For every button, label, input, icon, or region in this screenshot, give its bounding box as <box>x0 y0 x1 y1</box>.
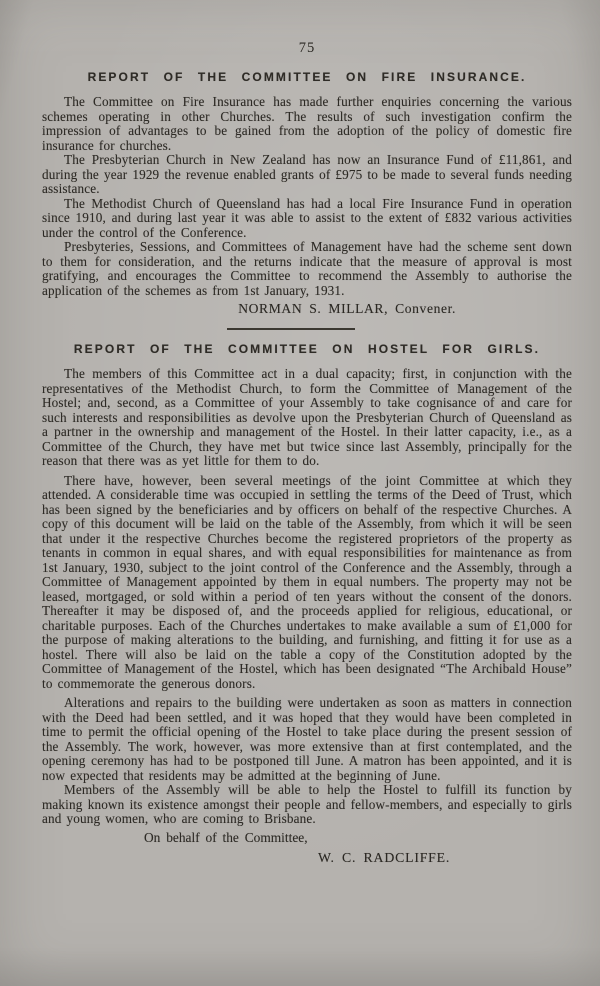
paragraph: The Presbyterian Church in New Zealand has now an Insurance Fund of £11,861, and during the year 1929 the revenue enabled grants of £975 to be made to several funds needing assistance. <box>42 152 572 196</box>
fire-insurance-report-heading: REPORT OF THE COMMITTEE ON FIRE INSURANCE. <box>87 70 527 84</box>
hostel-for-girls-report-heading: REPORT OF THE COMMITTEE ON HOSTEL FOR GIRLS. <box>73 342 541 356</box>
paragraph: There have, however, been several meetings of the joint Committee at which they attended. A considerable time was occupied in settling the terms of the Deed of Trust, which has been signed by the beneficiaries and by officers on behalf of the respective Churches. A copy of this document will be laid on the table of the Assembly, from which it will be seen that under it the respective Churches become the registered proprietors of the property as tenants in common in equal shares, and with equal responsibilities for maintenance as from 1st January, 1930, subject to the joint control of the Conference and the Assembly, through a Committee of Management appointed by them in equal numbers. The property may not be leased, mortgaged, or sold within a period of ten years without the consent of the donors. Thereafter it may be disposed of, and the proceeds applied for religious, educational, or charitable purposes. Each of the Churches undertakes to make available a sum of £1,000 for the purpose of making alterations to the building, and furnishing, and fitting it for use as a hostel. There will also be laid on the table a copy of the Constitution adopted by the Committee of Management of the Hostel, which has been designated “The Archibald House” to commemorate the generous donors. <box>42 472 572 691</box>
closing-on-behalf-line: On behalf of the Committee, <box>144 829 308 845</box>
radcliffe-signature: W. C. RADCLIFFE. <box>318 849 451 865</box>
paragraph: Alterations and repairs to the building were undertaken as soon as matters in connection with the Deed had been settled, and it was hoped that they would have been completed in time to permit the official opening of the Hostel to take place during the present session of the Assembly. The work, however, was more extensive than at first contemplated, and the opening ceremony has had to be postponed till June. A matron has been appointed, and it is now expected that residents may be admitted at the beginning of June. <box>42 695 572 783</box>
paragraph: Members of the Assembly will be able to help the Hostel to fulfill its function by making known its existence amongst their people and fellow-members, and especially to girls and young women, who are coming to Brisbane. <box>42 782 572 826</box>
convener-signature: NORMAN S. MILLAR, Convener. <box>238 301 456 316</box>
page-content <box>42 40 572 866</box>
paragraph: Presbyteries, Sessions, and Committees of Management have had the scheme sent down to them for consideration, and the returns indicate that the measure of approval is most gratifying, and encourages the Committee to recommend the Assembly to authorise the application of the schemes as from 1st January, 1931. <box>42 239 572 298</box>
paragraph: The Committee on Fire Insurance has made further enquiries concerning the various schemes operating in other Churches. The results of such investigation confirm the impression of advantages to be gained from the adoption of the policy of domestic fire insurance for churches. <box>42 94 572 153</box>
paragraph: The members of this Committee act in a dual capacity; first, in conjunction with the representatives of the Methodist Church, to form the Committee of Management of the Hostel; and, second, as a Committee of your Assembly to take cognisance of and care for such interests and responsibilities as devolve upon the Presbyterian Church of Queensland as a partner in the ownership and management of the Hostel. In their latter capacity, i.e., as a Committee of the Church, they have met but twice since last Assembly, principally for the reason that there was as yet little for them to do. <box>42 366 572 468</box>
page-number: 75 <box>298 40 316 56</box>
paragraph: The Methodist Church of Queensland has had a local Fire Insurance Fund in operation since 1910, and during last year it was able to assist to the extent of £832 various activities under the control of the Conference. <box>42 195 572 240</box>
section-divider-rule <box>227 328 355 330</box>
hostel-for-girls-report-body <box>42 367 572 827</box>
fire-insurance-report-body <box>42 95 572 298</box>
